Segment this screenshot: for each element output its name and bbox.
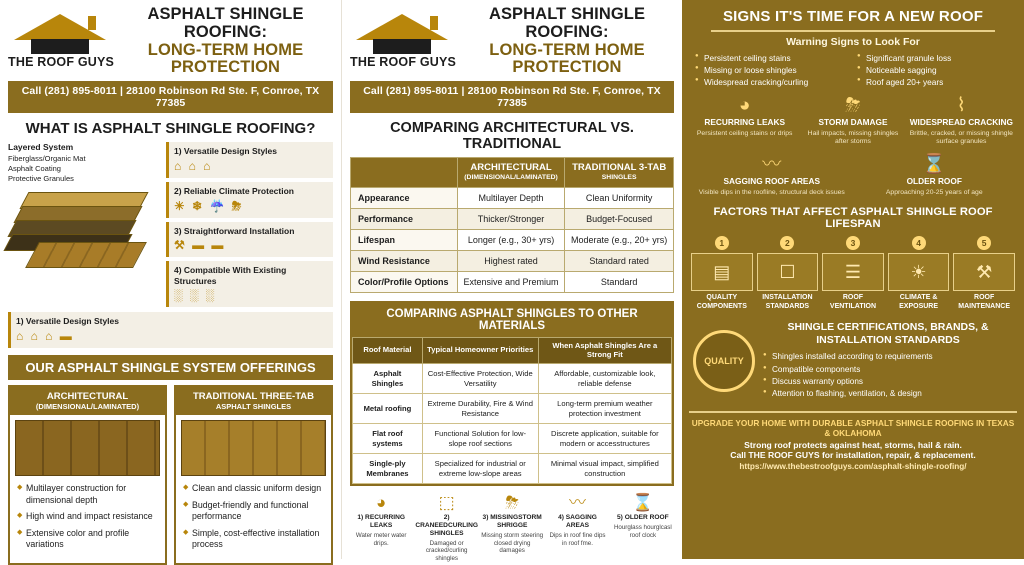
table-row <box>351 187 674 208</box>
row-label: Lifespan <box>351 229 458 250</box>
cell-material: Flat roof systems <box>353 424 423 454</box>
materials-table <box>352 337 672 484</box>
table-row <box>351 271 674 292</box>
factor-quality-components <box>691 236 753 311</box>
layer-item-1: Asphalt Coating <box>8 163 61 173</box>
column-middle <box>341 0 682 562</box>
offer-subtitle-architectural: (DIMENSIONAL/LAMINATED) <box>35 402 140 412</box>
row-label: Performance <box>351 208 458 229</box>
vent-icon: ☰ <box>822 253 884 291</box>
quality-seal-badge: QUALITY <box>693 330 755 392</box>
page-title-line1: ASPHALT SHINGLE ROOFING: <box>147 5 304 41</box>
offer-card-architectural <box>8 385 167 565</box>
storm-cloud-icon: ⛈ <box>845 95 861 117</box>
factor-number: 5 <box>977 236 991 250</box>
call-to-action <box>689 411 1017 471</box>
warning-item-curling <box>415 494 478 562</box>
factor-name: CLIMATE & EXPOSURE <box>899 294 939 310</box>
hourglass-icon: ⌛ <box>922 153 947 175</box>
cell-priorities: Specialized for industrial or extreme low-slope areas <box>422 454 538 484</box>
sign-desc: Persistent ceiling stains or drips <box>696 130 793 137</box>
col-header-priorities: Typical Homeowner Priorities <box>422 337 538 363</box>
warning-name: 1) RECURRING LEAKS <box>357 514 405 530</box>
structure-icon-group-4: ░ ░ ░ <box>174 288 217 303</box>
factor-number: 3 <box>846 236 860 250</box>
table-row <box>353 394 672 424</box>
list-item: ● Roof aged 20+ years <box>857 76 1011 88</box>
signs-icon-row-1 <box>689 96 1017 147</box>
signs-list-right <box>857 52 1011 88</box>
sign-widespread-cracking <box>910 96 1013 147</box>
feature-label-3: 3) Straightforward Installation <box>174 225 295 236</box>
signs-subheading: Warning Signs to Look For <box>786 36 920 48</box>
cta-line2: Strong roof protects against heat, storms, hail & rain. <box>744 439 962 450</box>
page-title <box>118 6 333 77</box>
warning-name: 2) CRANEEDCURLING SHINGLES <box>415 514 478 538</box>
warning-desc: Damaged or cracked/curling shingles <box>425 540 468 562</box>
cell-fit: Minimal visual impact, simplified construction <box>538 454 671 484</box>
offer-head-three-tab <box>176 387 331 415</box>
offer-title-three-tab: TRADITIONAL THREE-TAB <box>192 391 315 402</box>
warning-desc: Missing storm steering closed drying damages <box>481 532 544 554</box>
layer-diagram <box>8 142 160 307</box>
storm-cloud-icon: ⛈ <box>505 493 519 513</box>
warning-name: 5) OLDER ROOF <box>617 514 669 522</box>
signs-icon-row-2 <box>689 155 1017 197</box>
feature-label-2: 2) Reliable Climate Protection <box>174 185 294 196</box>
cell-fit: Long-term premium weather protection investment <box>538 394 671 424</box>
shingle-photo-three-tab <box>181 420 326 476</box>
materials-comparison <box>350 301 674 486</box>
feature-list <box>166 142 333 307</box>
certifications-section <box>689 321 1017 400</box>
column-right <box>682 0 1024 559</box>
signs-heading: SIGNS IT'S TIME FOR A NEW ROOF <box>722 8 984 25</box>
table-header-row <box>353 337 672 363</box>
factor-roof-maintenance <box>953 236 1015 311</box>
col-subheader-traditional: SHINGLES <box>601 174 637 182</box>
column-left <box>0 0 341 559</box>
list-item: ● Discuss warranty options <box>763 376 1013 388</box>
sign-older-roof <box>856 155 1014 197</box>
table-header-row <box>351 158 674 188</box>
list-item: ● Noticeable sagging <box>857 64 1011 76</box>
table-row <box>353 364 672 394</box>
list-item: ● Compatible components <box>763 364 1013 376</box>
shingle-photo-architectural <box>15 420 160 476</box>
house-icon-group-1: ⌂ ⌂ ⌂ <box>174 158 213 173</box>
cell-priorities: Functional Solution for low-slope roof sections <box>422 424 538 454</box>
feature-bottom-row <box>8 312 333 348</box>
sign-name: OLDER ROOF <box>906 175 962 186</box>
certifications-list <box>763 351 1013 400</box>
table-row <box>351 229 674 250</box>
shingle-layers-illustration <box>8 186 160 272</box>
list-item: ● Attention to flashing, ventilation, & design <box>763 388 1013 400</box>
cell-material: Single-ply Membranes <box>353 454 423 484</box>
sign-desc: Brittle, cracked, or missing shingle surface granules <box>909 130 1013 146</box>
cell-traditional: Standard rated <box>565 250 674 271</box>
feature-label-4: 4) Compatible With Existing Structures <box>174 265 287 286</box>
brand-header-left <box>8 6 333 77</box>
page-title-line2: LONG-TERM HOME PROTECTION <box>147 40 304 77</box>
factor-number: 4 <box>912 236 926 250</box>
signs-lists <box>689 52 1017 88</box>
offer-head-architectural <box>10 387 165 415</box>
cell-architectural: Extensive and Premium <box>457 271 564 292</box>
comparison-table <box>350 157 674 293</box>
sun-icon: ☀ <box>888 253 950 291</box>
col-header-fit: When Asphalt Shingles Are a Strong Fit <box>538 337 671 363</box>
cell-traditional: Budget-Focused <box>565 208 674 229</box>
factor-roof-ventilation <box>822 236 884 311</box>
weather-icon-group-2: ☀ ❄ ☔ ⛈ <box>174 198 244 213</box>
list-item: ◆ High wind and impact resistance <box>17 511 158 522</box>
offer-subtitle-three-tab: ASPHALT SHINGLES <box>215 402 292 412</box>
logo-middle <box>350 14 457 70</box>
cell-architectural: Multilayer Depth <box>457 187 564 208</box>
offer-bullets-architectural <box>10 481 165 562</box>
page-title-line2-middle: LONG-TERM HOME PROTECTION <box>489 40 645 77</box>
sign-name: SAGGING ROOF AREAS <box>723 175 820 186</box>
factor-number: 1 <box>715 236 729 250</box>
cell-architectural: Thicker/Stronger <box>457 208 564 229</box>
divider <box>711 30 995 32</box>
logo-text-middle: THE ROOF GUYS <box>350 55 457 70</box>
sign-name: STORM DAMAGE <box>818 117 888 128</box>
list-item: ◆ Clean and classic uniform design <box>183 483 324 494</box>
list-item: ◆ Multilayer construction for dimensional depth <box>17 483 158 506</box>
factor-name: ROOF VENTILATION <box>829 294 877 310</box>
house-icon-group-bottom: ⌂ ⌂ ⌂ ▬ <box>16 329 74 343</box>
shingle-stack-icon: ▤ <box>691 253 753 291</box>
warning-icons-row <box>350 494 674 562</box>
table-row <box>351 208 674 229</box>
list-item: ● Significant granule loss <box>857 52 1011 64</box>
factors-row <box>689 236 1017 311</box>
sign-name: RECURRING LEAKS <box>704 117 785 128</box>
sign-sagging-roof <box>693 155 851 197</box>
water-drop-icon: ◕ <box>376 493 387 513</box>
house-icon <box>350 14 454 54</box>
row-label: Appearance <box>351 187 458 208</box>
list-item: ● Missing or loose shingles <box>695 64 849 76</box>
shingle-icon: ⬚ <box>438 493 455 513</box>
col-header-blank <box>351 158 458 188</box>
sign-name: WIDESPREAD CRACKING <box>909 117 1013 128</box>
offer-card-three-tab <box>174 385 333 565</box>
certifications-heading: SHINGLE CERTIFICATIONS, BRANDS, & INSTALLATION STANDARDS <box>787 321 989 347</box>
tools-icon-group-3: ⚒ ▬ ▬ <box>174 238 226 253</box>
warning-name: 3) MISSINGSTORM SHRIGGE <box>482 514 542 530</box>
brand-header-middle <box>350 6 674 77</box>
factor-climate-exposure <box>888 236 950 311</box>
section-heading-comparison: COMPARING ARCHITECTURAL VS. TRADITIONAL <box>390 120 634 153</box>
warning-item-storm <box>481 494 543 562</box>
list-item: ◆ Extensive color and profile variations <box>17 528 158 551</box>
cell-architectural: Longer (e.g., 30+ yrs) <box>457 229 564 250</box>
cell-fit: Affordable, customizable look, reliable defense <box>538 364 671 394</box>
cta-line3: Call THE ROOF GUYS for installation, repair, & replacement. <box>730 449 976 460</box>
list-item: ● Shingles installed according to requirements <box>763 351 1013 363</box>
section-heading-what-is: WHAT IS ASPHALT SHINGLE ROOFING? <box>25 120 316 138</box>
cta-url[interactable]: https://www.thebestroofguys.com/asphalt-shingle-roofing/ <box>739 461 967 471</box>
layer-item-2: Protective Granules <box>8 173 74 183</box>
sign-storm-damage <box>801 96 904 147</box>
contact-bar-middle: Call (281) 895-8011 | 28100 Robinson Rd Ste. F, Conroe, TX 77385 <box>350 81 674 113</box>
logo-text: THE ROOF GUYS <box>8 55 115 70</box>
factor-name: INSTALLATION STANDARDS <box>762 294 813 310</box>
cell-fit: Discrete application, suitable for modern or accesstructures <box>538 424 671 454</box>
cell-traditional: Moderate (e.g., 20+ yrs) <box>565 229 674 250</box>
cell-traditional: Standard <box>565 271 674 292</box>
offer-bullets-three-tab <box>176 481 331 562</box>
row-label: Color/Profile Options <box>351 271 458 292</box>
layer-diagram-section <box>8 142 333 307</box>
cell-material: Metal roofing <box>353 394 423 424</box>
hourglass-icon: ⌛ <box>632 493 654 513</box>
layer-labels <box>8 142 160 184</box>
warning-item-sagging <box>546 494 608 562</box>
cell-material: Asphalt Shingles <box>353 364 423 394</box>
cracked-shingle-icon: ⌇ <box>956 95 966 117</box>
warning-item-old-roof <box>612 494 674 562</box>
water-drop-icon: ◕ <box>738 95 751 117</box>
sign-desc: Hail impacts, missing shingles after storms <box>807 130 899 146</box>
sign-desc: Visible dips in the roofline, structural deck issues <box>698 188 845 196</box>
cell-priorities: Extreme Durability, Fire & Wind Resistance <box>422 394 538 424</box>
cell-priorities: Cost-Effective Protection, Wide Versatility <box>422 364 538 394</box>
col-subheader-architectural: (DIMENSIONAL/LAMINATED) <box>464 174 558 182</box>
sagging-roof-icon: 〰 <box>569 493 586 513</box>
warning-desc: Hourglass hourglcasl roof clock <box>613 524 672 539</box>
logo <box>8 14 115 70</box>
cta-line1: UPGRADE YOUR HOME WITH DURABLE ASPHALT SHINGLE ROOFING IN TEXAS & OKLAHOMA <box>691 417 1015 438</box>
factor-number: 2 <box>780 236 794 250</box>
col-header-traditional: TRADITIONAL 3-TAB SHINGLES <box>565 158 674 188</box>
table-row <box>351 250 674 271</box>
table-row <box>353 454 672 484</box>
cell-traditional: Clean Uniformity <box>565 187 674 208</box>
sign-recurring-leaks <box>693 96 796 147</box>
sign-desc: Approaching 20-25 years of age <box>885 188 983 196</box>
page-title-line1-middle: ASPHALT SHINGLE ROOFING: <box>488 5 646 41</box>
feature-item-3 <box>166 222 333 258</box>
tools-icon: ⚒ <box>953 253 1015 291</box>
layer-title: Layered System <box>8 142 74 153</box>
blueprint-icon: ☐ <box>757 253 819 291</box>
list-item: ◆ Simple, cost-effective installation process <box>183 528 324 551</box>
materials-title: COMPARING ASPHALT SHINGLES TO OTHER MATERIALS <box>352 303 672 337</box>
offerings-row <box>8 385 333 565</box>
feature-item-2 <box>166 182 333 218</box>
contact-bar-left: Call (281) 895-8011 | 28100 Robinson Rd Ste. F, Conroe, TX 77385 <box>8 81 333 113</box>
list-item: ● Persistent ceiling stains <box>695 52 849 64</box>
layer-item-0: Fiberglass/Organic Mat <box>8 153 86 163</box>
factors-heading: FACTORS THAT AFFECT ASPHALT SHINGLE ROOF LIFESPAN <box>713 206 993 231</box>
feature-item-bottom <box>8 312 333 348</box>
factor-installation-standards <box>757 236 819 311</box>
offer-title-architectural: ARCHITECTURAL <box>46 391 129 402</box>
list-item: ◆ Budget-friendly and functional performance <box>183 500 324 523</box>
col-header-architectural: ARCHITECTURAL (DIMENSIONAL/LAMINATED) <box>457 158 564 188</box>
feature-item-1 <box>166 142 333 178</box>
page-title-middle <box>460 6 674 77</box>
warning-desc: Dips in roof fine dips in roof fme. <box>549 532 606 547</box>
warning-item-leaks <box>350 494 412 562</box>
row-label: Wind Resistance <box>351 250 458 271</box>
feature-label-1: 1) Versatile Design Styles <box>174 146 277 157</box>
feature-label-bottom: 1) Versatile Design Styles <box>16 316 119 327</box>
factor-name: QUALITY COMPONENTS <box>696 294 747 310</box>
list-item: ● Widespread cracking/curling <box>695 76 849 88</box>
certifications-body <box>763 321 1013 400</box>
factor-name: ROOF MAINTENANCE <box>958 294 1011 310</box>
cell-architectural: Highest rated <box>457 250 564 271</box>
sagging-roof-icon: 〰 <box>762 153 782 175</box>
offerings-band: OUR ASPHALT SHINGLE SYSTEM OFFERINGS <box>8 355 333 380</box>
col-header-material: Roof Material <box>353 337 423 363</box>
warning-desc: Water meter water drips. <box>355 532 407 547</box>
house-icon <box>8 14 112 54</box>
signs-list-left <box>695 52 849 88</box>
feature-item-4 <box>166 261 333 307</box>
warning-name: 4) SAGGING AREAS <box>558 514 597 530</box>
table-row <box>353 424 672 454</box>
